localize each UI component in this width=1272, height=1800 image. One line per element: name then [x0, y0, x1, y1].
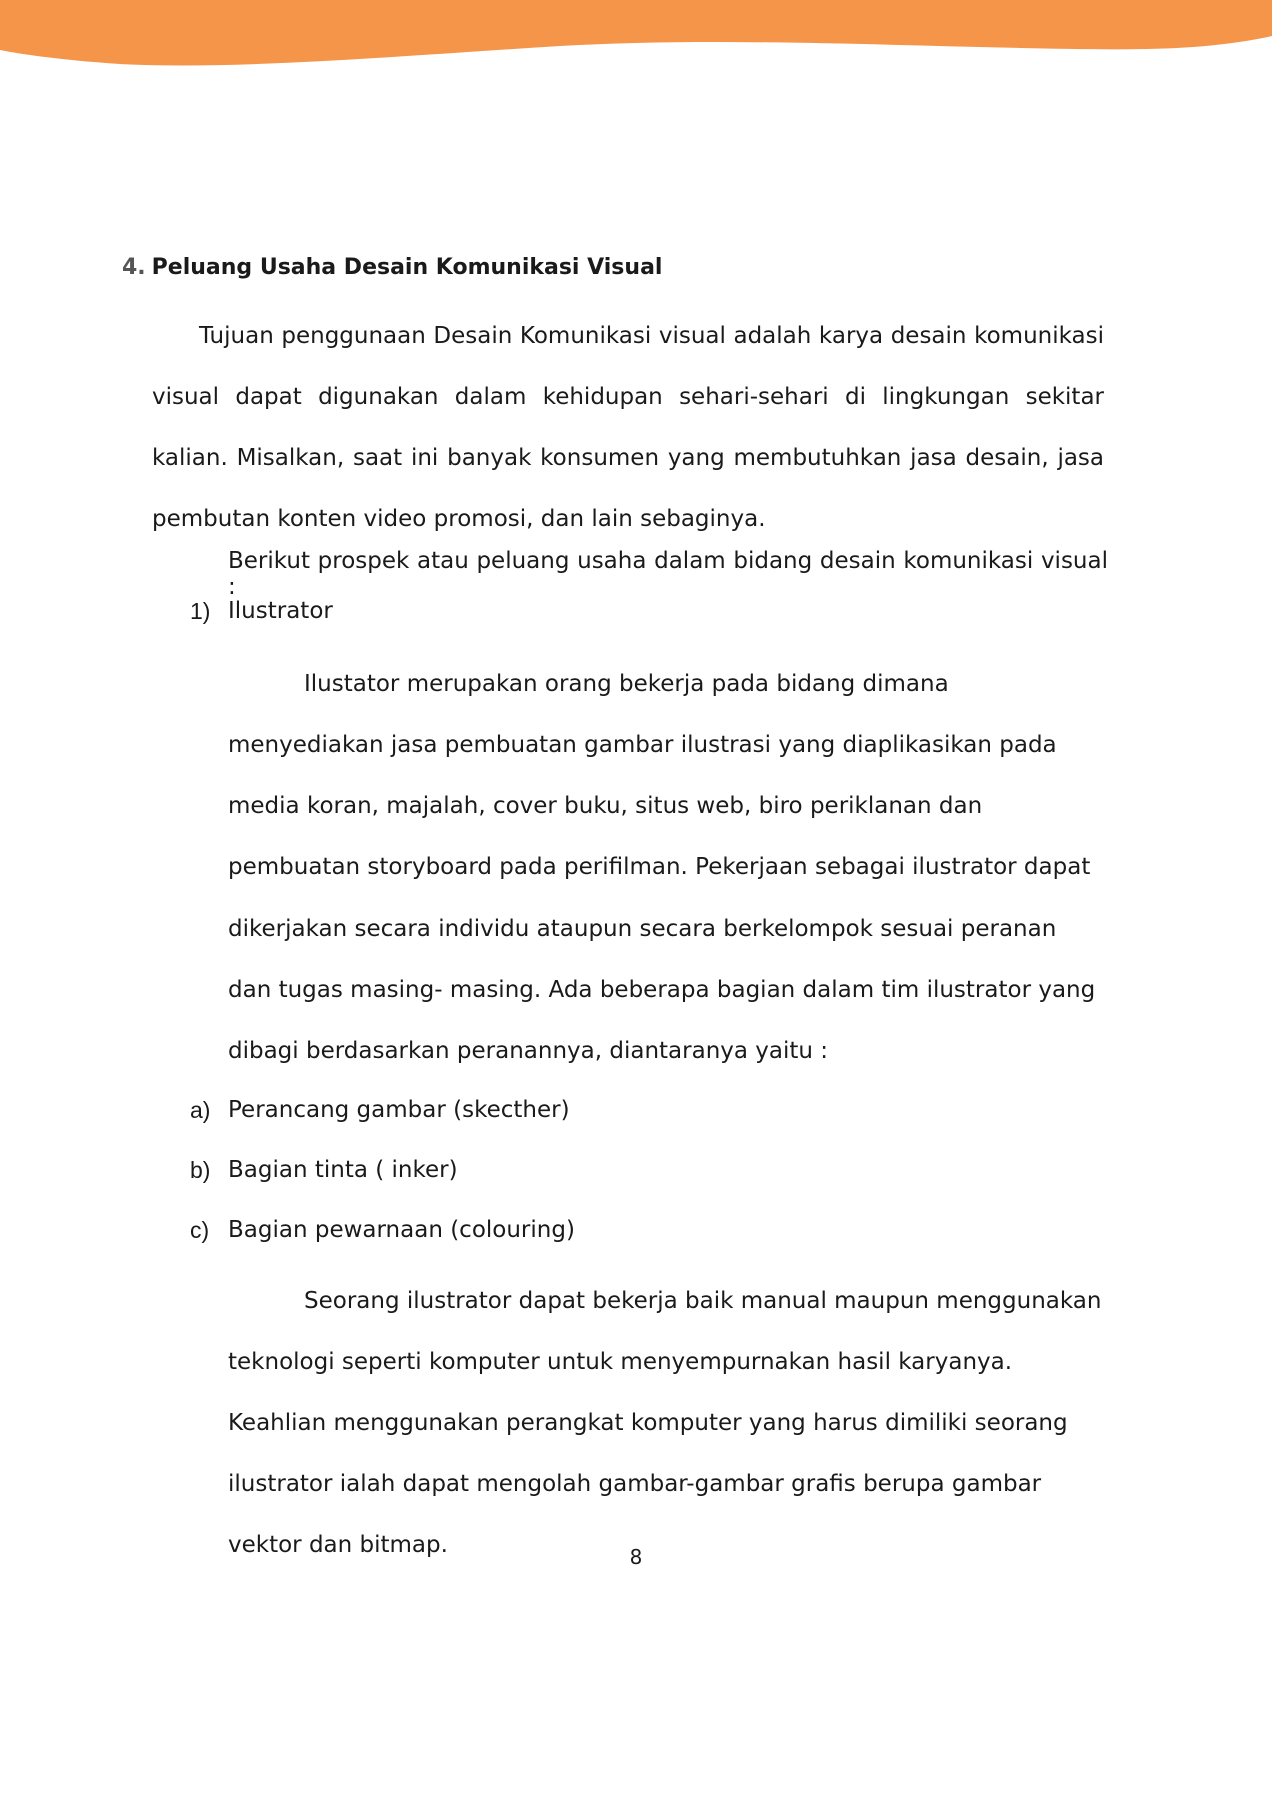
- section-heading: [122, 255, 662, 280]
- section-number: 4.: [122, 255, 146, 280]
- illustrator-paragraph-1: Ilustator merupakan orang bekerja pada bidang dimana menyediakan jasa pembuatan gambar ilustrasi yang diaplikasikan pada media koran, majalah, cover buku, situs web, biro periklanan dan pembuatan storyboard pada perifilman. Pekerjaan sebagai ilustrator dapat: [228, 671, 1091, 880]
- numbered-item-label: Ilustrator: [228, 598, 333, 624]
- illustrator-paragraph-3: Seorang ilustrator dapat bekerja baik manual maupun menggunakan teknologi seperti komputer untuk menyempurnakan hasil karyanya. Keahlian menggunakan perangkat komputer yang harus dimiliki seorang ilustrator ialah dapat mengolah gambar-gambar grafis berupa gambar vektor dan bitmap.: [228, 1288, 1102, 1558]
- page-number: 8: [629, 1545, 643, 1569]
- role-label: Bagian tinta ( inker): [228, 1157, 458, 1183]
- role-marker: a): [190, 1097, 211, 1123]
- role-marker: c): [190, 1217, 210, 1243]
- numbered-marker: 1): [190, 598, 211, 624]
- intro-paragraph: Tujuan penggunaan Desain Komunikasi visual adalah karya desain komunikasi visual dapat digunakan dalam kehidupan sehari-sehari di lingkungan sekitar kalian. Misalkan, saat ini banyak konsumen yang membutuhkan jasa desain, jasa pembutan konten video promosi, dan lain sebaginya.: [152, 323, 1104, 532]
- orange-wave-decoration: [0, 0, 1272, 80]
- prospect-intro: Berikut prospek atau peluang usaha dalam bidang desain komunikasi visual :: [228, 548, 1108, 600]
- wave-shape: [0, 0, 1272, 65]
- section-title: Peluang Usaha Desain Komunikasi Visual: [151, 255, 663, 280]
- role-label: Perancang gambar (skecther): [228, 1097, 570, 1123]
- role-label: Bagian pewarnaan (colouring): [228, 1217, 575, 1243]
- illustrator-paragraph-2: dikerjakan secara individu ataupun secara berkelompok sesuai peranan dan tugas masing- masing. Ada beberapa bagian dalam tim ilustrator yang dibagi berdasarkan peranannya, diantaranya yaitu :: [228, 916, 1096, 1064]
- role-marker: b): [190, 1157, 211, 1183]
